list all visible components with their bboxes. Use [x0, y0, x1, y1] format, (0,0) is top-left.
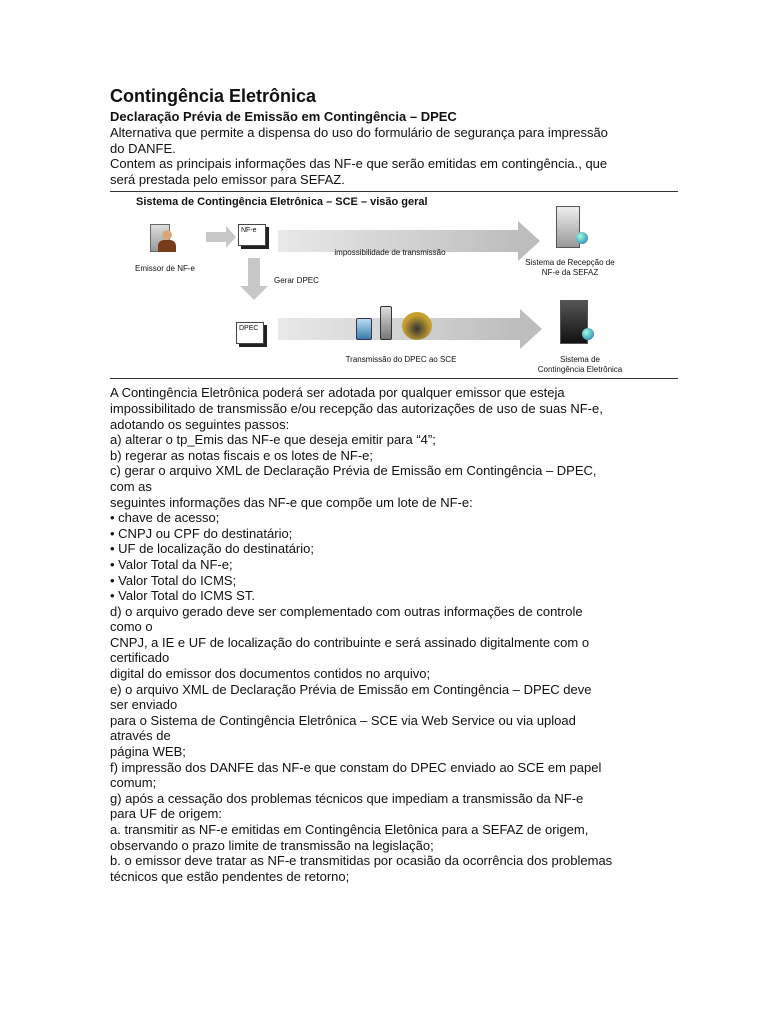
- intro-paragraph: [110, 125, 670, 187]
- body-line: observando o prazo limite de transmissão na legislação;: [110, 837, 434, 853]
- body-line: página WEB;: [110, 744, 186, 760]
- sce-label-1: Sistema de: [559, 355, 601, 365]
- document-page: [110, 86, 670, 884]
- sefaz-server-icon: [556, 206, 580, 248]
- body-text: [110, 385, 670, 884]
- body-line: • Valor Total do ICMS;: [110, 572, 237, 588]
- gerar-dpec-label: Gerar DPEC: [274, 276, 319, 286]
- arrow-head-icon: [226, 226, 236, 248]
- body-line: a. transmitir as NF-e emitidas em Contingência Eletônica para a SEFAZ de origem,: [110, 822, 589, 837]
- down-arrow-icon: [248, 258, 260, 286]
- body-line: adotando os seguintes passos:: [110, 416, 290, 432]
- body-line: ser enviado: [110, 697, 178, 713]
- intro-line: Contem as principais informações das NF-e que serão emitidas em contingência., que: [110, 156, 608, 172]
- body-line: seguintes informações das NF-e que compõe um lote de NF-e:: [110, 494, 473, 510]
- intro-line: do DANFE.: [110, 140, 176, 156]
- emissor-label: Emissor de NF-e: [134, 264, 195, 274]
- body-line: e) o arquivo XML de Declaração Prévia de Emissão em Contingência – DPEC deve: [110, 681, 592, 697]
- down-arrow-head-icon: [240, 286, 268, 300]
- body-line: digital do emissor dos documentos contidos no arquivo;: [110, 666, 431, 682]
- body-line: • CNPJ ou CPF do destinatário;: [110, 525, 293, 541]
- body-line: • Valor Total do ICMS ST.: [110, 588, 255, 604]
- impossibilidade-label: impossibilidade de transmissão: [334, 248, 446, 258]
- arrow-icon: [206, 232, 226, 242]
- transmissao-label: Transmissão do DPEC ao SCE: [345, 355, 457, 365]
- globe-icon: [582, 328, 594, 340]
- document-title: Contingência Eletrônica: [110, 86, 317, 106]
- body-line: c) gerar o arquivo XML de Declaração Prévia de Emissão em Contingência – DPEC,: [110, 463, 597, 479]
- intro-line: será prestada pelo emissor para SEFAZ.: [110, 171, 345, 187]
- body-line: CNPJ, a IE e UF de localização do contribuinte e será assinado digitalmente com o: [110, 634, 590, 650]
- body-line: através de: [110, 728, 171, 744]
- body-line: d) o arquivo gerado deve ser complementado com outras informações de controle: [110, 603, 583, 619]
- body-line: certificado: [110, 650, 170, 666]
- body-line: para o Sistema de Contingência Eletrônica – SCE via Web Service ou via upload: [110, 712, 576, 728]
- pda-icon: [356, 318, 372, 340]
- diagram-title: Sistema de Contingência Eletrônica – SCE – visão geral: [136, 196, 428, 209]
- body-line: b. o emissor deve tratar as NF-e transmitidas por ocasião da ocorrência dos problemas: [110, 853, 613, 869]
- sefaz-label-2: NF-e da SEFAZ: [541, 268, 599, 278]
- document-subtitle: Declaração Prévia de Emissão em Contingência – DPEC: [110, 109, 457, 124]
- nfe-document-icon: NF-e: [238, 224, 266, 246]
- mobile-phone-icon: [380, 306, 392, 340]
- dpec-document-icon: DPEC: [236, 322, 264, 344]
- computer-user-icon: [148, 222, 180, 254]
- intro-line: Alternativa que permite a dispensa do uso do formulário de segurança para impressão: [110, 125, 608, 140]
- globe-icon: [576, 232, 588, 244]
- body-line: comum;: [110, 775, 157, 791]
- dpec-arrow: [278, 318, 520, 340]
- sce-label-2: Contingência Eletrônica: [537, 365, 623, 375]
- body-line: para UF de origem:: [110, 806, 222, 822]
- body-line: • Valor Total da NF-e;: [110, 556, 233, 572]
- body-line: A Contingência Eletrônica poderá ser adotada por qualquer emissor que esteja: [110, 385, 565, 401]
- sefaz-label-1: Sistema de Recepção de: [525, 258, 615, 268]
- body-line: impossibilitado de transmissão e/ou recepção das autorizações de uso de suas NF-e,: [110, 400, 603, 416]
- sce-diagram: [110, 191, 678, 379]
- body-line: • chave de acesso;: [110, 510, 220, 526]
- body-line: b) regerar as notas fiscais e os lotes de NF-e;: [110, 447, 374, 463]
- body-line: com as: [110, 478, 152, 494]
- body-line: como o: [110, 619, 153, 635]
- body-line: a) alterar o tp_Emis das NF-e que deseja emitir para “4”;: [110, 432, 436, 448]
- body-line: f) impressão dos DANFE das NF-e que constam do DPEC enviado ao SCE em papel: [110, 759, 602, 775]
- body-line: • UF de localização do destinatário;: [110, 541, 314, 557]
- body-line: técnicos que estão pendentes de retorno;: [110, 868, 350, 884]
- body-line: g) após a cessação dos problemas técnicos que impediam a transmissão da NF-e: [110, 790, 584, 806]
